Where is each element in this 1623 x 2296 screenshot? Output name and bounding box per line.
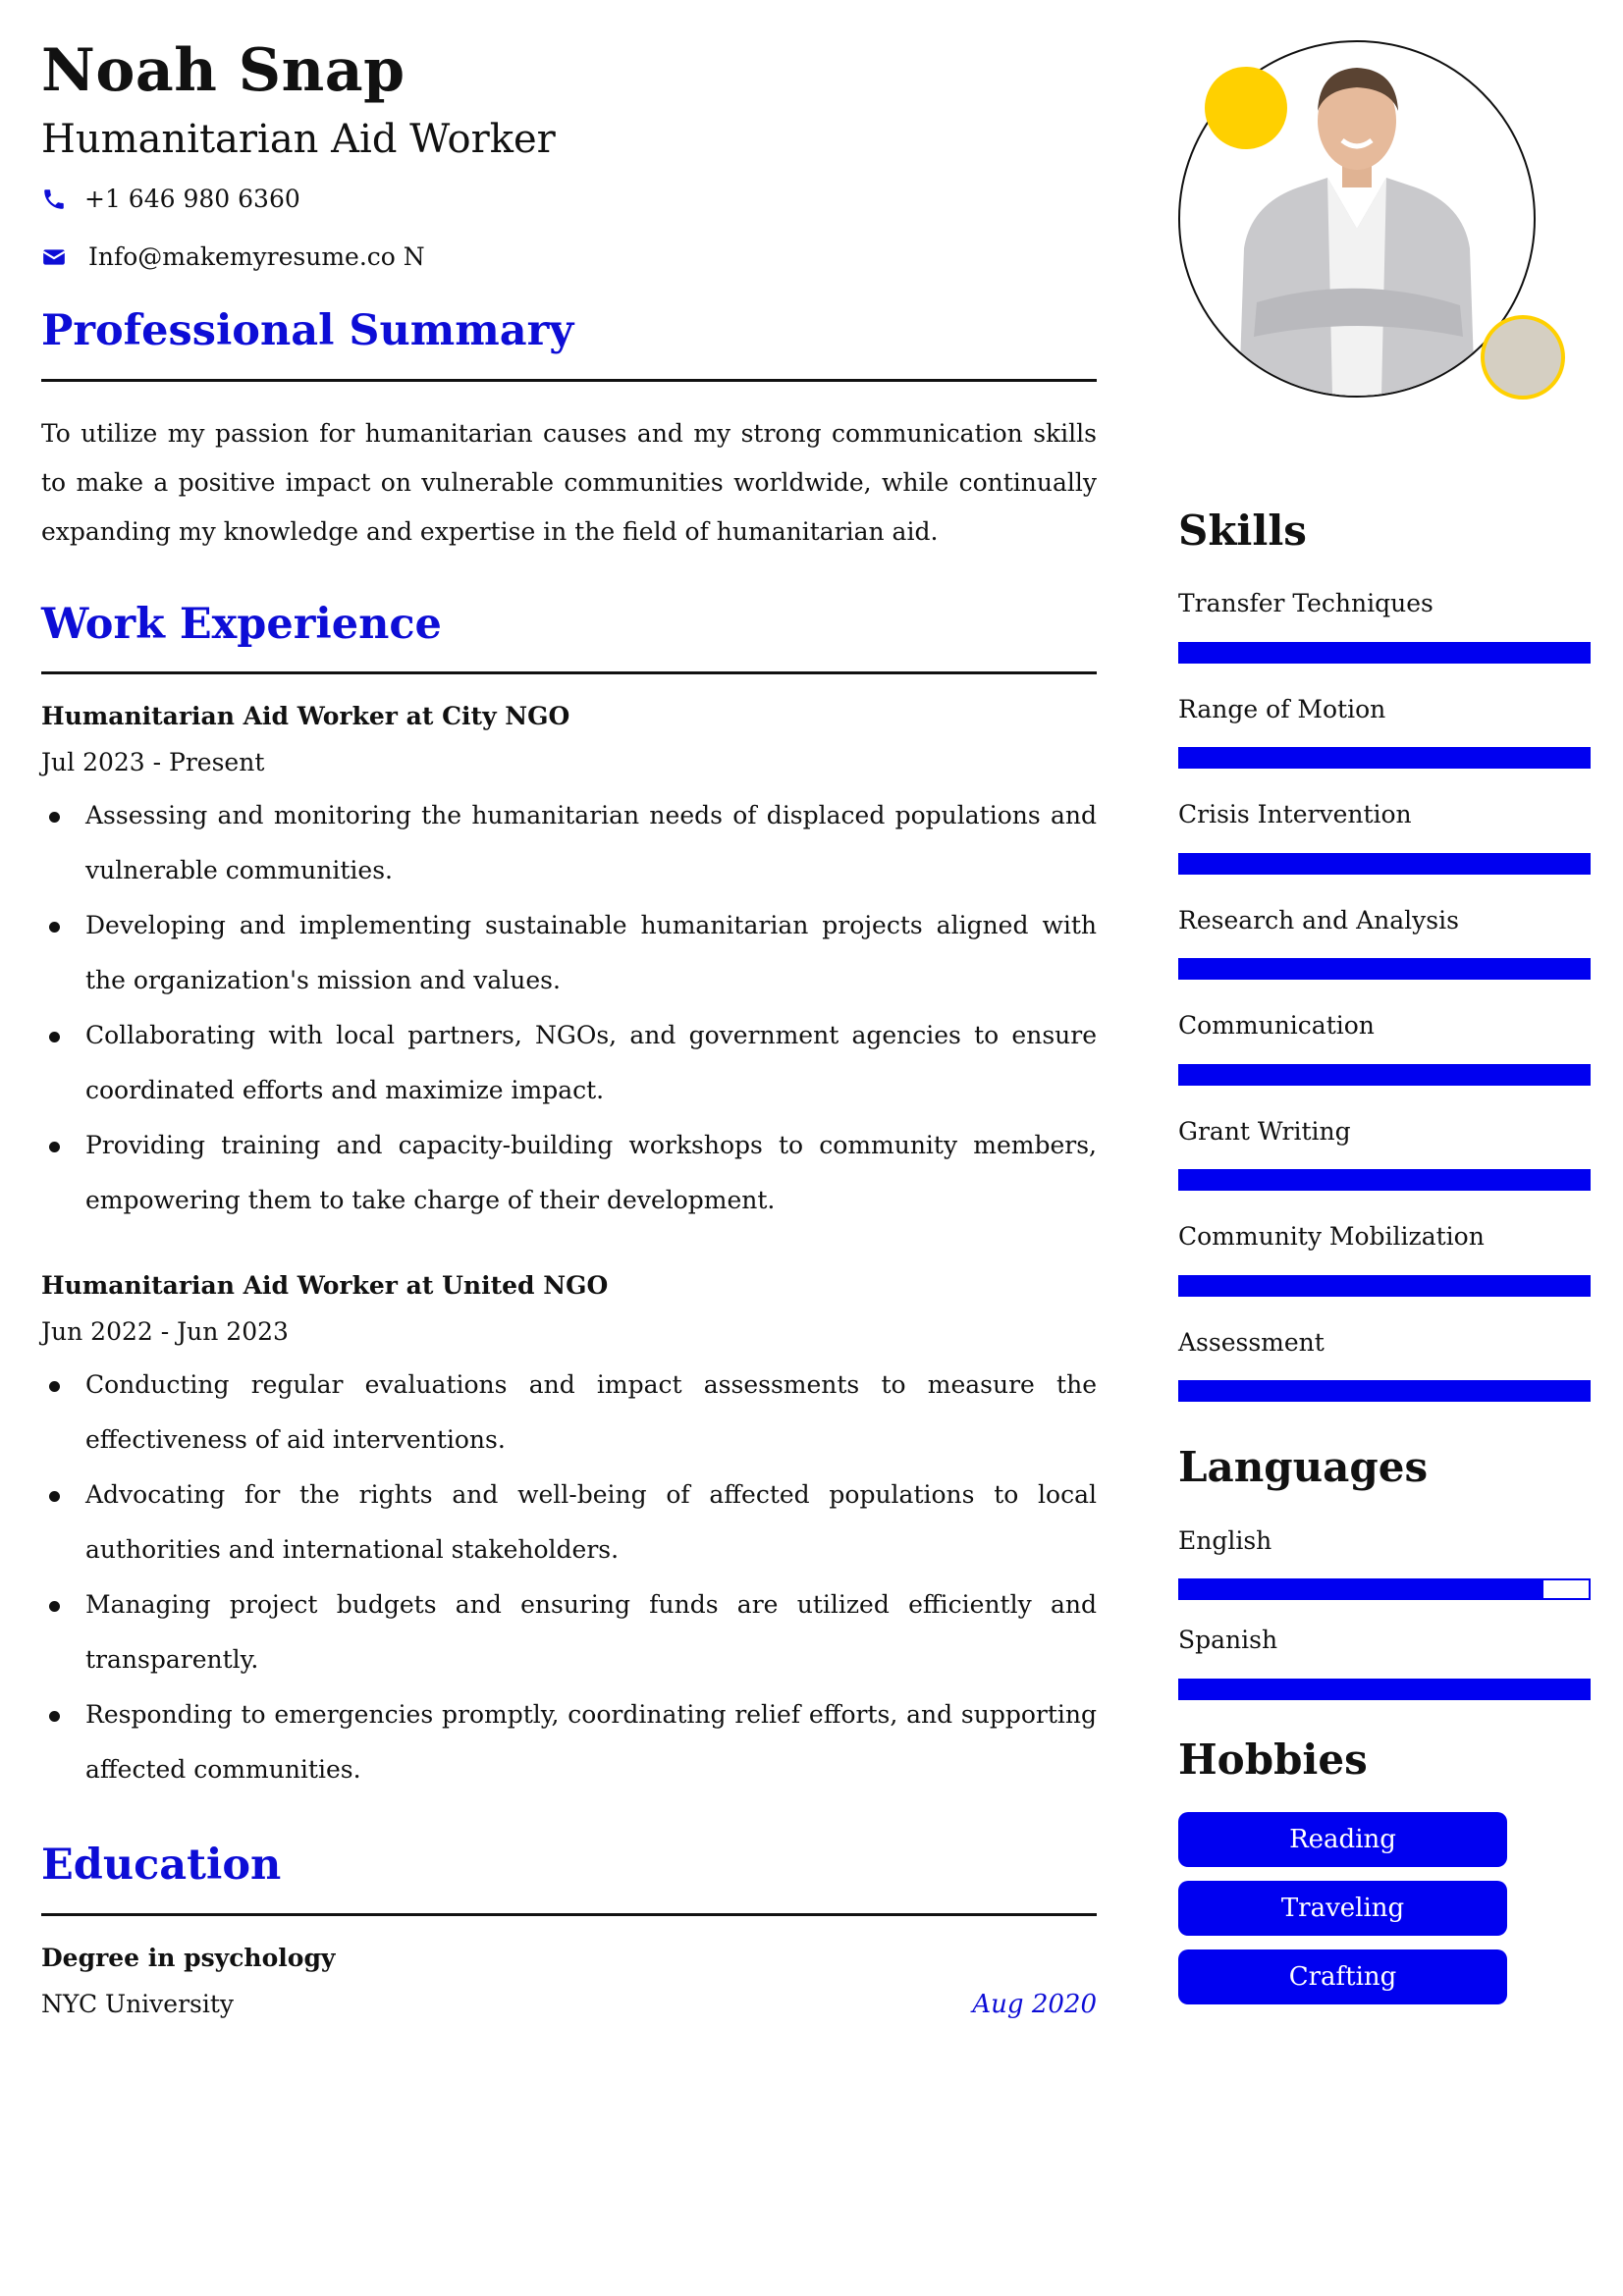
languages-list	[1178, 1522, 1591, 1700]
summary-heading: Professional Summary	[41, 306, 574, 355]
language-item	[1178, 1622, 1591, 1700]
language-level-fill	[1180, 1580, 1543, 1598]
skill-item	[1178, 1324, 1591, 1403]
job-entry	[41, 1271, 1097, 1797]
skill-label: Transfer Techniques	[1178, 589, 1434, 618]
skill-label: Grant Writing	[1178, 1116, 1351, 1146]
sidebar	[1178, 35, 1591, 2018]
list-item: Managing project budgets and ensuring funds are utilized efficiently and transparently.	[41, 1577, 1097, 1687]
skill-level-bar	[1178, 853, 1591, 875]
decorative-yellow-dot	[1205, 67, 1287, 149]
summary-text: To utilize my passion for humanitarian causes and my strong communication skills to make a positive impact on vulnerable communities worldwide, while continually expanding my knowledge and expertise in the field of humanitarian aid.	[41, 418, 1097, 546]
education-heading: Education	[41, 1841, 282, 1891]
skill-level-fill	[1180, 960, 1589, 978]
phone-icon	[41, 187, 67, 212]
hobbies-list	[1178, 1812, 1591, 2004]
education-degree: Degree in psychology	[41, 1943, 336, 1972]
languages-heading: Languages	[1178, 1443, 1429, 1492]
profile-photo-area	[1178, 35, 1591, 408]
education-date: Aug 2020	[972, 1989, 1097, 2019]
language-level-fill	[1180, 1681, 1589, 1698]
skill-item	[1178, 1218, 1591, 1297]
list-item: Conducting regular evaluations and impact assessments to measure the effectiveness of aid interventions.	[41, 1358, 1097, 1468]
divider	[41, 671, 1097, 674]
skill-label: Assessment	[1178, 1327, 1325, 1357]
list-item: Assessing and monitoring the humanitarian needs of displaced populations and vulnerable communities.	[41, 788, 1097, 898]
job-entry-title: Humanitarian Aid Worker at City NGO	[41, 702, 570, 731]
hobbies-heading: Hobbies	[1178, 1735, 1368, 1784]
education-school: NYC University	[41, 1990, 235, 2019]
job-title: Humanitarian Aid Worker	[41, 117, 556, 162]
skill-level-fill	[1180, 1171, 1589, 1189]
skill-level-bar	[1178, 1064, 1591, 1086]
education-row	[41, 1990, 1097, 2019]
skill-level-bar	[1178, 747, 1591, 769]
skill-label: Communication	[1178, 1011, 1375, 1041]
job-bullets	[41, 1358, 1097, 1797]
skill-item	[1178, 796, 1591, 875]
skill-item	[1178, 902, 1591, 981]
skill-level-bar	[1178, 1275, 1591, 1297]
hobby-badge: Reading	[1178, 1812, 1507, 1867]
language-level-bar	[1178, 1578, 1591, 1600]
list-item: Providing training and capacity-building workshops to community members, empowering them to take charge of their development.	[41, 1118, 1097, 1228]
email-text[interactable]: Info@makemyresume.co N	[88, 242, 425, 271]
skills-list	[1178, 585, 1591, 1402]
skill-level-fill	[1180, 749, 1589, 767]
skill-item	[1178, 1007, 1591, 1086]
main-column	[41, 35, 1097, 2019]
phone-row	[41, 185, 1097, 213]
skill-label: Range of Motion	[1178, 694, 1386, 723]
list-item: Collaborating with local partners, NGOs, and government agencies to ensure coordinated efforts and maximize impact.	[41, 1008, 1097, 1118]
divider	[41, 379, 1097, 382]
skill-level-fill	[1180, 1277, 1589, 1295]
hobby-badge: Traveling	[1178, 1881, 1507, 1936]
skill-level-bar	[1178, 958, 1591, 980]
envelope-icon	[41, 244, 67, 270]
skill-level-fill	[1180, 1382, 1589, 1400]
skill-item	[1178, 1113, 1591, 1192]
phone-text[interactable]: +1 646 980 6360	[84, 185, 300, 213]
skill-level-bar	[1178, 1169, 1591, 1191]
job-entry-dates: Jun 2022 - Jun 2023	[41, 1317, 289, 1347]
decorative-grey-dot	[1481, 315, 1565, 400]
candidate-name: Noah Snap	[41, 36, 406, 105]
skill-level-fill	[1180, 1066, 1589, 1084]
skill-label: Community Mobilization	[1178, 1222, 1485, 1252]
language-label: Spanish	[1178, 1626, 1278, 1655]
hobby-badge: Crafting	[1178, 1949, 1507, 2004]
skill-label: Research and Analysis	[1178, 905, 1459, 934]
list-item: Advocating for the rights and well-being of affected populations to local authorities and international stakeholders.	[41, 1468, 1097, 1577]
experience-heading: Work Experience	[41, 599, 442, 649]
language-label: English	[1178, 1525, 1272, 1555]
skill-level-fill	[1180, 644, 1589, 662]
language-item	[1178, 1522, 1591, 1601]
skills-heading: Skills	[1178, 507, 1307, 555]
job-entry	[41, 702, 1097, 1228]
skill-level-fill	[1180, 855, 1589, 873]
divider	[41, 1913, 1097, 1916]
skill-level-bar	[1178, 1380, 1591, 1402]
job-bullets	[41, 788, 1097, 1228]
language-level-bar	[1178, 1679, 1591, 1700]
job-entry-title: Humanitarian Aid Worker at United NGO	[41, 1271, 609, 1301]
skill-label: Crisis Intervention	[1178, 800, 1412, 829]
list-item: Responding to emergencies promptly, coordinating relief efforts, and supporting affected communities.	[41, 1687, 1097, 1797]
job-entry-dates: Jul 2023 - Present	[41, 748, 265, 777]
skill-item	[1178, 691, 1591, 770]
skill-level-bar	[1178, 642, 1591, 664]
email-row	[41, 242, 1097, 271]
skill-item	[1178, 585, 1591, 664]
list-item: Developing and implementing sustainable humanitarian projects aligned with the organization's mission and values.	[41, 898, 1097, 1008]
